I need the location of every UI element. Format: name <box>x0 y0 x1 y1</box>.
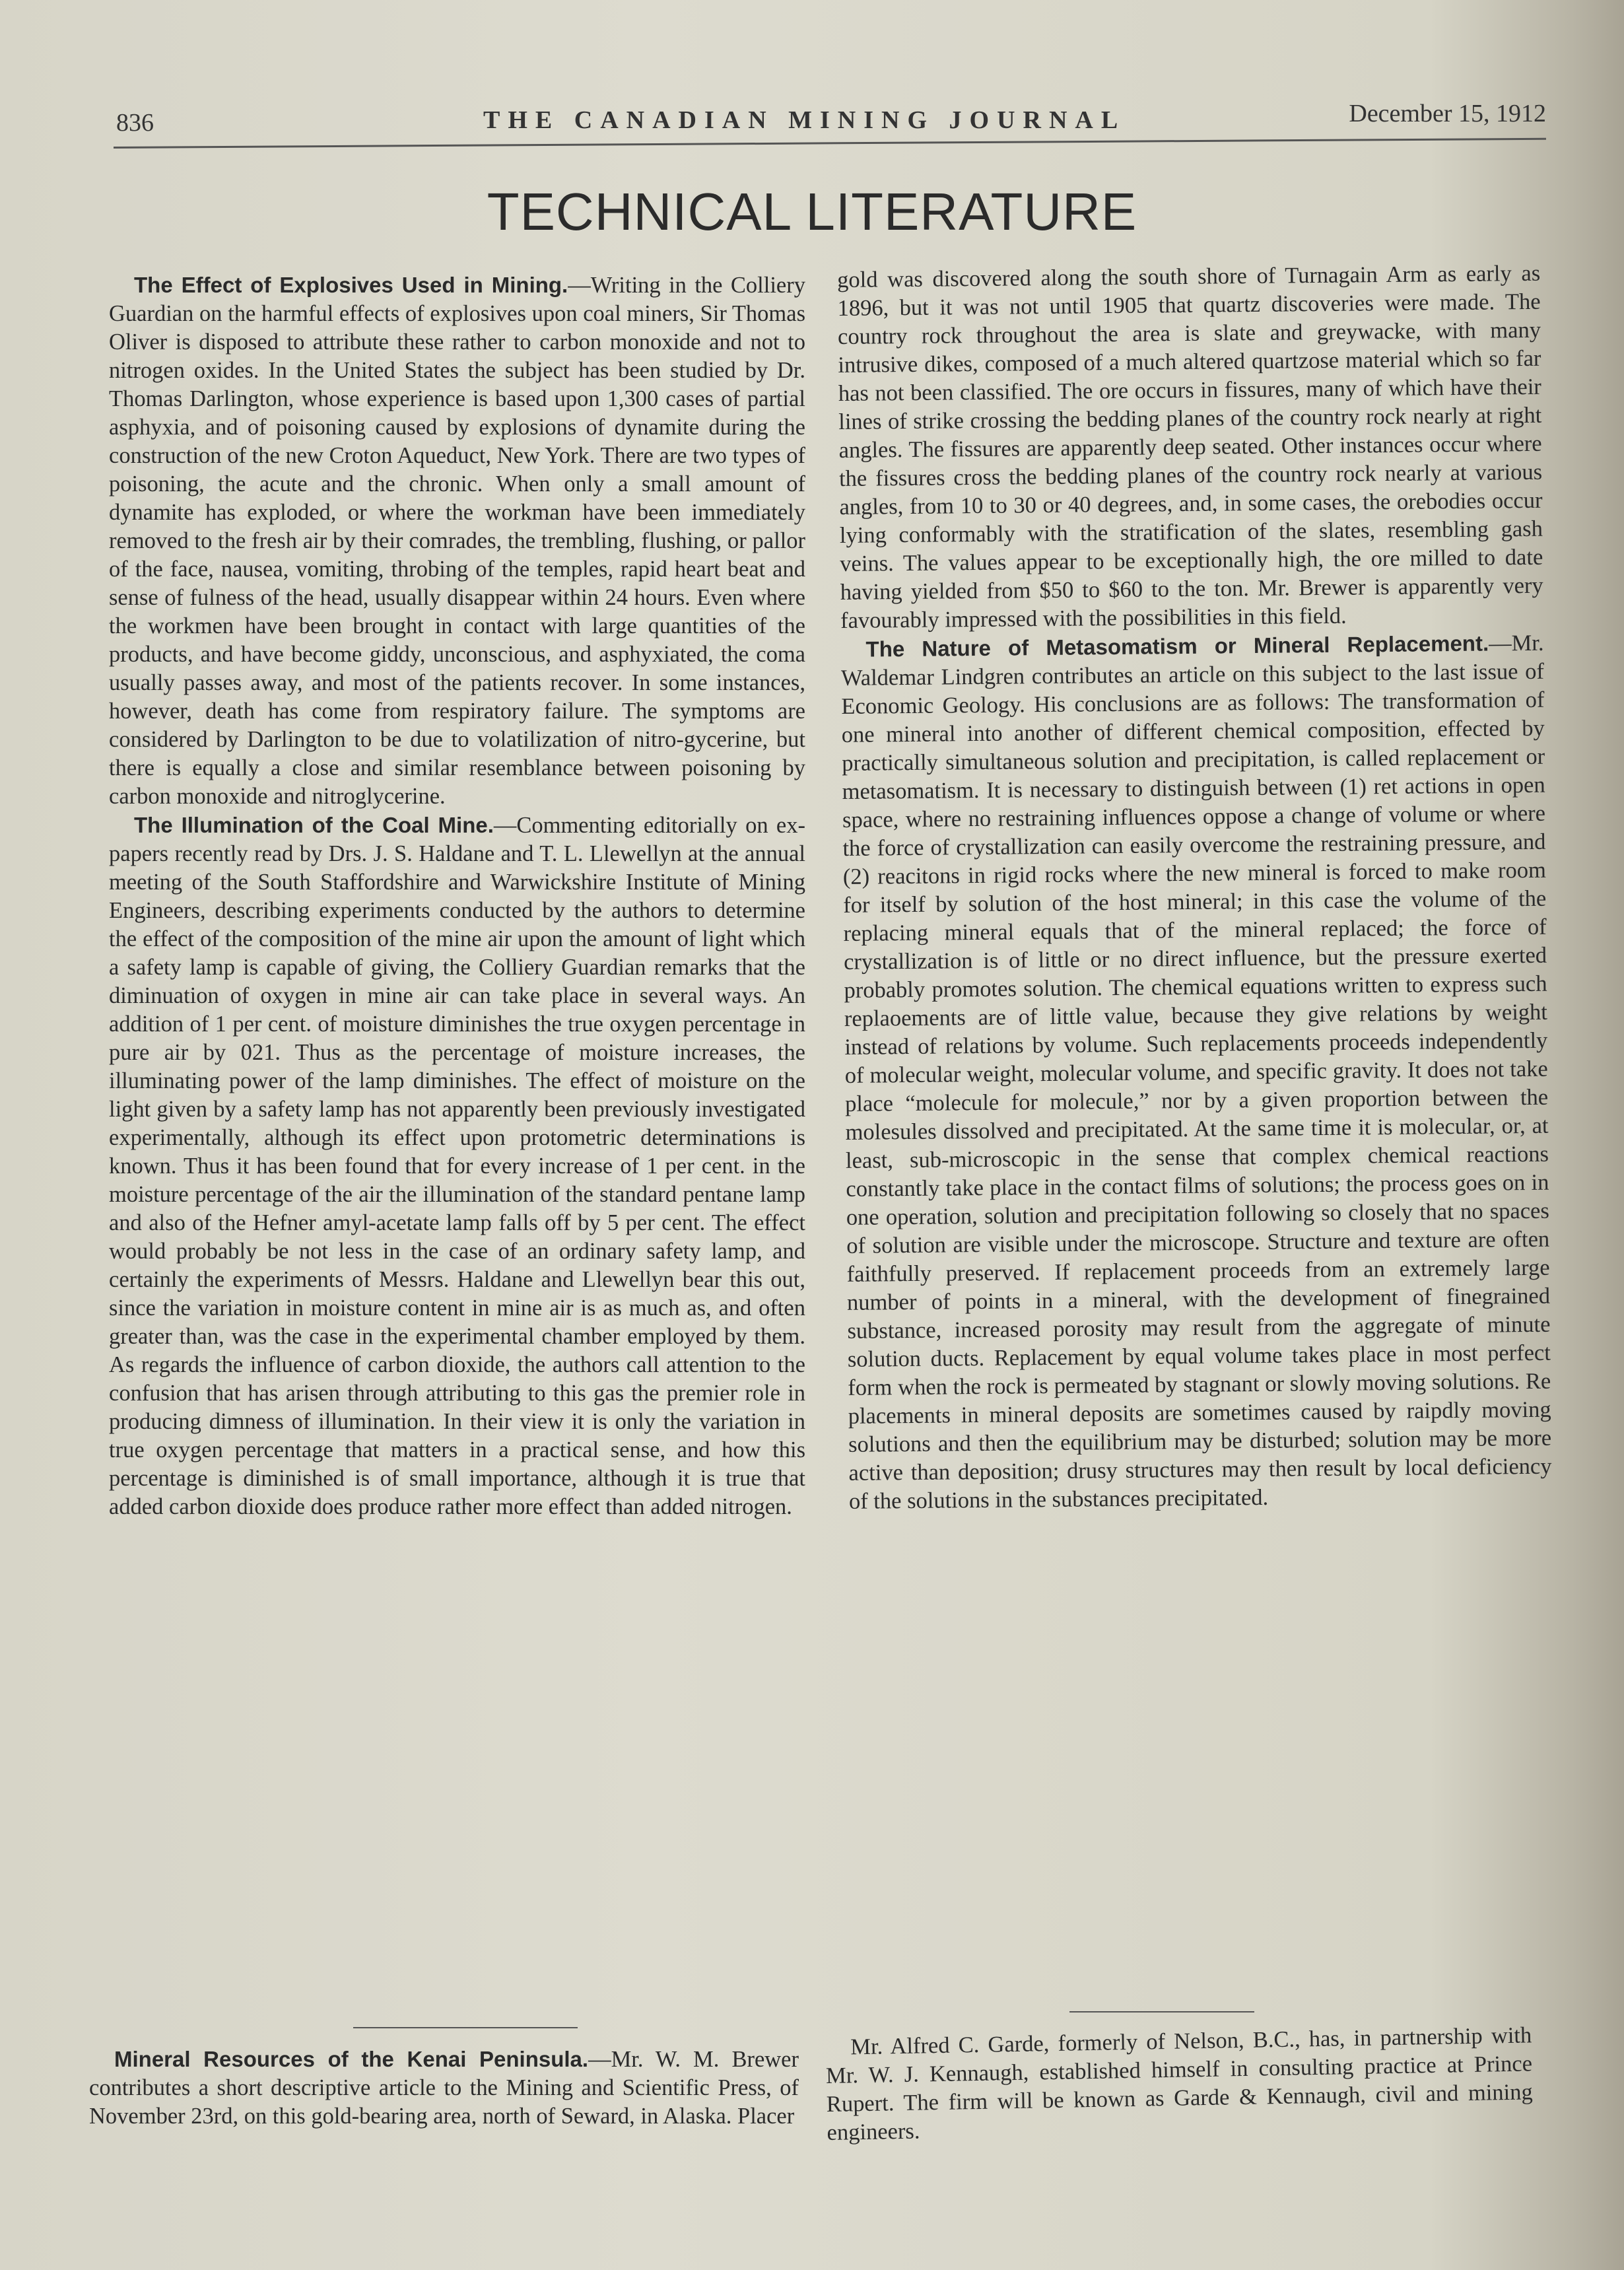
notice-garde: Mr. Alfred C. Garde, formerly of Nelson, B.C., has, in partnership with Mr. W. J. Kennaugh, established himself in consulting practice at Prince Rupert. The firm will be known as Garde & Kennaugh, civil and mining engineers. <box>825 2022 1534 2145</box>
left-column <box>109 271 805 1521</box>
page-number: 836 <box>116 109 154 137</box>
article-heading: The Illumination of the Coal Mine. <box>134 813 494 837</box>
article-kenai-continued: gold was discovered along the south shore of Turnagain Arm as early as 1896, but it was not until 1905 that quartz discoveries were made. The country rock throughout the area is slate and greywacke, with many intrusive dikes, composed of a much altered quartzose material which so far has not been classified. The ore occurs in fissures, many of which have their lines of strike crossing the bedding planes of the country rock nearly at right angles. The fissures are apparently deep seated. Other instances occur where the fissures cross the bedding planes of the country rock nearly at various angles, from 10 to 30 or 40 degrees, and, in some cases, the orebodies occur lying conformably with the stratification of the slates, resembling gash veins. The values appear to be exceptionally high, the ore milled to date having yielded from $50 to $60 to the ton. Mr. Brewer is apparently very favourably impressed with the possibilities in this field. <box>837 260 1543 633</box>
journal-name: THE CANADIAN MINING JOURNAL <box>483 106 1126 134</box>
article-body: —Mr. Waldemar Lindgren contributes an article on this subject to the last issue of Economic Geology. His conclusions are as follows: The transformation of one mineral into another of different chemical composition, effected by practically simultaneous solution and precipitation, is called replacement or metasomatism. It is necessary to distinguish between (1) ret actions in open space, where no restraining influences oppose a change of volume or where the force of crystallization can easily overcome the restraining pressure, and (2) reacitons in rigid rocks where the new mineral is forced to make room for itself by solution of the host mineral; in this case the volume of the replacing mineral equals that of the mineral replaced; the force of crystallization is of little or no direct influence, but the pressure exerted probably promotes solution. The chemical equations written to express such replaoements are of little value, because they give relations by weight instead of relations by volume. Such replacements proceeds independently of molecular weight, molecular volume, and specific gravity. It does not take place “molecule for molecule,” nor by a given proportion between the molesules dissolved and precipitated. At the same time it is molecular, or, at least, sub-microscopic in the sense that complex chemical reactions constantly take place in the contact films of solutions; the process goes on in one operation, solution and precipitation following so closely that no spaces of solution are visible under the microscope. Structure and texture are often faithfully preserved. If replacement proceeds from an extremely large number of points in a mineral, with the development of finegrained substance, increased porosity may result from the aggregate of minute solution ducts. Replacement by equal volume takes place in most perfect form when the rock is permeated by stagnant or slowly moving solutions. Re placements in mineral deposits are sometimes caused by raipdly moving solutions and then the equilibrium may be disturbed; solution may be more active than deposition; drusy structures may then result by local deficiency of the solutions in the substances precipitated. <box>840 630 1552 1514</box>
article-explosives <box>109 271 805 811</box>
header-rule <box>114 138 1546 149</box>
section-divider <box>353 2027 578 2028</box>
issue-date: December 15, 1912 <box>1349 100 1546 127</box>
article-body: —Mr. W. M. Brewer contributes a short descriptive article to the Mining and Scientific Press, of November 23rd, on this gold-bearing area, north of Seward, in Alaska. Placer <box>89 2047 799 2129</box>
article-illumination <box>109 811 805 1521</box>
article-body: —Commenting editorially on ex-papers recently read by Drs. J. S. Haldane and T. L. Llewellyn at the annual meeting of the South Staffordshire and Warwickshire Institute of Mining Engineers, describing experiments conducted by the authors to determine the effect of the composition of the mine air upon the amount of light which a safety lamp is capable of giving, the Colliery Guardian remarks that the diminuation of oxygen in mine air can take place in several ways. An addition of 1 per cent. of moisture diminishes the true oxygen percentage in pure air by 021. Thus as the percentage of moisture increases, the illuminating power of the lamp diminishes. The effect of moisture on the light given by a safety lamp has not apparently been previously investigated experimentally, although its effect upon protometric determinations is known. Thus it has been found that for every increase of 1 per cent. in the moisture percentage of the air the illumination of the standard pentane lamp and also of the Hefner amyl-acetate lamp falls off by 5 per cent. The effect would probably be not less in the case of an ordinary safety lamp, and certainly the experiments of Messrs. Haldane and Llewellyn bear this out, since the variation in moisture content in mine air is as much as, and often greater than, was the case in the experimental chamber employed by them. As regards the influence of carbon dioxide, the authors call attention to the confusion that has arisen through attributing to this gas the premier role in producing dimness of illumination. In their view it is only the variation in true oxygen percentage that matters in a practical sense, and how this percentage is diminished is of small importance, although it is true that added carbon dioxide does produce rather more effect than added nitrogen. <box>109 813 805 1519</box>
article-heading: The Effect of Explosives Used in Mining. <box>134 273 568 297</box>
article-heading: Mineral Resources of the Kenai Peninsula. <box>114 2047 589 2071</box>
left-column-bottom <box>89 2045 799 2131</box>
right-column <box>837 259 1552 1516</box>
article-heading: The Nature of Metasomatism or Mineral Replacement. <box>865 631 1489 662</box>
section-divider <box>1069 2011 1254 2012</box>
right-column-bottom <box>825 2021 1534 2147</box>
article-kenai <box>89 2045 799 2131</box>
section-title: TECHNICAL LITERATURE <box>487 182 1137 241</box>
article-body: —Writing in the Colliery Guardian on the harmful effects of explosives upon coal miners, Sir Thomas Oliver is disposed to attribute these rather to carbon monoxide and not to nitrogen oxides. In the United States the subject has been studied by Dr. Thomas Darlington, whose experience is based upon 1,300 cases of partial asphyxia, and of poisoning caused by explosions of dynamite during the construction of the new Croton Aqueduct, New York. There are two types of poisoning, the acute and the chronic. When only a small amount of dynamite has exploded, or where the workman have been immediately removed to the fresh air by their comrades, the trembling, flushing, or pallor of the face, nausea, vomiting, throbing of the temples, rapid heart beat and sense of fulness of the head, usually disappear within 24 hours. Even where the workmen have been brought in contact with large quantities of the products, and have become giddy, unconscious, and asphyxiated, the coma usually passes away, and most of the patients recover. In some instances, however, death has come from respiratory failure. The symptoms are considered by Darlington to be due to volatilization of nitro-gycerine, but there is equally a close and similar resemblance between poisoning by carbon monoxide and nitroglycerine. <box>109 273 805 809</box>
running-header <box>114 99 1546 139</box>
article-metasomatism <box>840 629 1552 1516</box>
